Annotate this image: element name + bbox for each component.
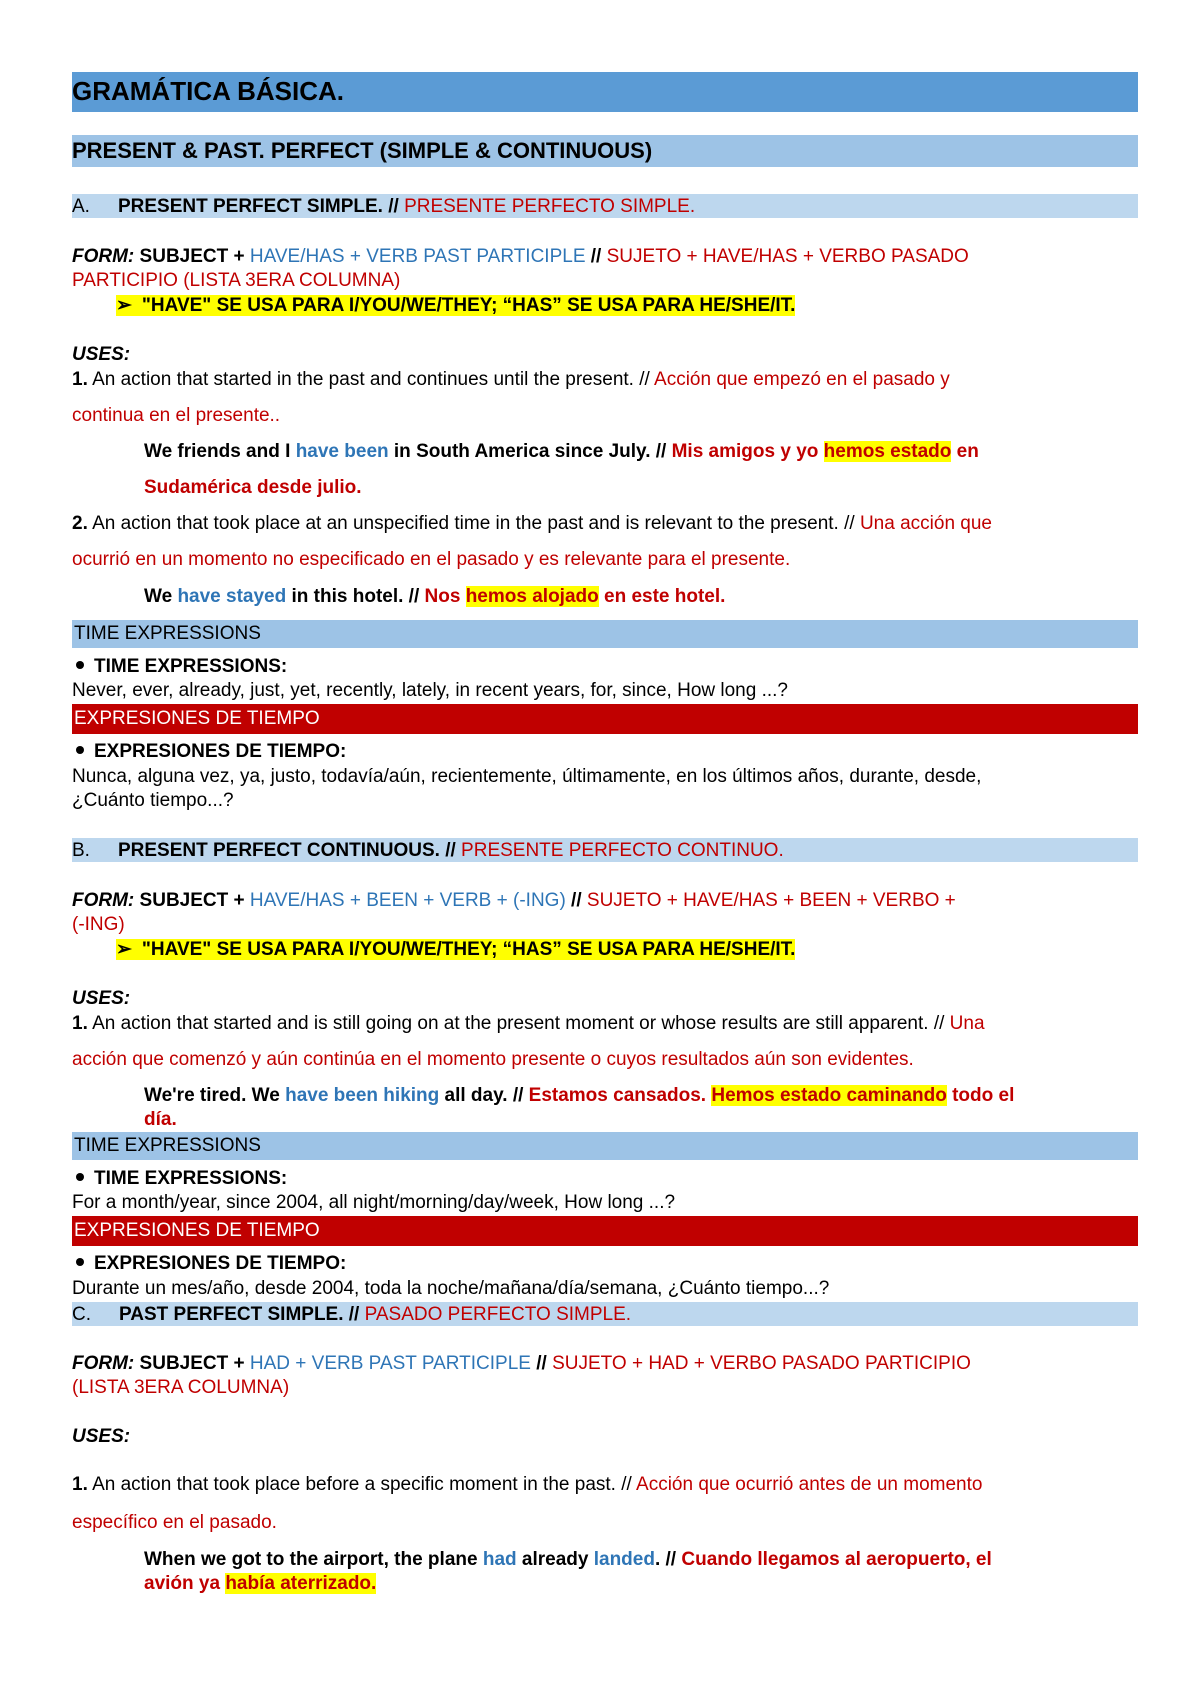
form-en-2: HAVE/HAS + VERB PAST PARTICIPLE <box>249 246 586 267</box>
section-a-use-2-line2: ocurrió en un momento no especificado en el pasado y es relevante para el presente. <box>72 549 791 570</box>
ex-part: We're tired. We <box>144 1085 286 1106</box>
bullet-icon <box>76 1173 84 1181</box>
section-b-use-1-line2: acción que comenzó y aún continúa en el momento presente o cuyos resultados aún son evidentes. <box>72 1049 914 1070</box>
section-a-heading <box>72 196 695 218</box>
ex-es-highlight: había aterrizado. <box>225 1573 377 1594</box>
form-label: FORM: <box>72 890 135 911</box>
bullet-icon <box>76 661 84 669</box>
section-a-example-2 <box>144 586 725 608</box>
form-en-1: SUBJECT + <box>134 1353 250 1374</box>
section-a-exp-head <box>72 741 346 763</box>
arrow-icon: ➢ <box>116 295 132 316</box>
form-label: FORM: <box>72 246 135 267</box>
section-a-title-es: PRESENTE PERFECTO SIMPLE. <box>404 196 696 217</box>
section-c-example-1 <box>144 1549 992 1571</box>
use-es: Una <box>949 1013 985 1034</box>
section-b-use-1 <box>72 1013 985 1035</box>
ex-part: When we got to the airport, the plane <box>144 1549 483 1570</box>
form-es-1: SUJETO + HAD + VERBO PASADO PARTICIPIO <box>552 1353 971 1374</box>
section-a-uses-label: USES: <box>72 344 131 365</box>
section-a-exp-list-line2: ¿Cuánto tiempo...? <box>72 790 234 811</box>
ex-part: We friends and I <box>144 441 296 462</box>
section-b-heading <box>72 840 784 862</box>
note-text: "HAVE" SE USA PARA I/YOU/WE/THEY; “HAS” SE USA PARA HE/SHE/IT. <box>141 939 796 960</box>
section-b-time-head <box>72 1168 287 1190</box>
section-a-time-bar-label: TIME EXPRESSIONS <box>74 623 261 644</box>
section-a-example-1-line2: Sudamérica desde julio. <box>144 477 362 498</box>
page-title: GRAMÁTICA BÁSICA. <box>72 76 345 106</box>
section-c-use-1-line2: específico en el pasado. <box>72 1512 277 1533</box>
section-b-exp-list: Durante un mes/año, desde 2004, toda la noche/mañana/día/semana, ¿Cuánto tiempo...? <box>72 1278 830 1299</box>
section-a-exp-bar-label: EXPRESIONES DE TIEMPO <box>74 708 320 729</box>
ex-verb: landed <box>593 1549 655 1570</box>
ex-es: Mis amigos y yo <box>671 441 824 462</box>
section-b-letter: B. <box>72 840 90 861</box>
ex-es: Nos <box>424 586 466 607</box>
use-en: An action that took place before a specific moment in the past. // <box>87 1474 637 1495</box>
section-c-letter: C. <box>72 1304 91 1325</box>
ex-part: in South America since July. // <box>388 441 672 462</box>
section-c-title-en: PAST PERFECT SIMPLE. // <box>119 1304 365 1325</box>
ex-part: already <box>516 1549 594 1570</box>
section-c-title-es: PASADO PERFECTO SIMPLE. <box>364 1304 632 1325</box>
exp-head-text: EXPRESIONES DE TIEMPO: <box>94 1253 347 1274</box>
section-b-time-bar-label: TIME EXPRESSIONS <box>74 1135 261 1156</box>
ex-verb: have been <box>295 441 389 462</box>
use-number: 1. <box>72 1474 88 1495</box>
ex-es: Estamos cansados. <box>528 1085 712 1106</box>
bullet-icon <box>76 746 84 754</box>
bullet-icon <box>76 1258 84 1266</box>
section-b-example-1-line2: día. <box>144 1109 177 1130</box>
note-text: "HAVE" SE USA PARA I/YOU/WE/THEY; “HAS” SE USA PARA HE/SHE/IT. <box>141 295 796 316</box>
form-en-1: SUBJECT + <box>134 246 250 267</box>
form-label: FORM: <box>72 1353 135 1374</box>
section-a-example-1 <box>144 441 979 463</box>
page-subtitle: PRESENT & PAST. PERFECT (SIMPLE & CONTINUOUS) <box>72 138 653 163</box>
use-number: 1. <box>72 369 88 390</box>
ex-verb: have been hiking <box>285 1085 440 1106</box>
ex-es: Cuando llegamos al aeropuerto, el <box>681 1549 992 1570</box>
arrow-icon: ➢ <box>116 939 132 960</box>
section-c-example-1-line2 <box>144 1573 376 1595</box>
use-en: An action that took place at an unspecified time in the past and is relevant to the present. // <box>87 513 860 534</box>
ex-part: in this hotel. // <box>286 586 425 607</box>
ex-part: all day. // <box>439 1085 529 1106</box>
ex-part: We <box>144 586 178 607</box>
section-a-use-2 <box>72 513 992 535</box>
section-a-time-list: Never, ever, already, just, yet, recently, lately, in recent years, for, since, How long ...? <box>72 680 788 701</box>
section-b-form <box>72 890 956 912</box>
ex-es: todo el <box>946 1085 1015 1106</box>
ex-es: en este hotel. <box>598 586 726 607</box>
form-es-1: SUJETO + HAVE/HAS + BEEN + VERBO + <box>586 890 956 911</box>
form-en-2: HAVE/HAS + BEEN + VERB + (-ING) <box>249 890 566 911</box>
form-separator: // <box>585 246 607 267</box>
section-c-form <box>72 1353 971 1375</box>
use-number: 1. <box>72 1013 88 1034</box>
ex-es-highlight: hemos alojado <box>465 586 599 607</box>
form-separator: // <box>565 890 587 911</box>
ex-es-highlight: Hemos estado caminando <box>711 1085 947 1106</box>
ex-verb: have stayed <box>177 586 287 607</box>
section-a-time-head <box>72 656 287 678</box>
section-a-title-en: PRESENT PERFECT SIMPLE. // <box>117 196 405 217</box>
ex-es-highlight: hemos estado <box>823 441 952 462</box>
use-es: Una acción que <box>859 513 992 534</box>
section-a-exp-list: Nunca, alguna vez, ya, justo, todavía/aún, recientemente, últimamente, en los últimos años, durante, desde, <box>72 766 982 787</box>
ex-verb: had <box>482 1549 517 1570</box>
section-a-note <box>116 294 795 317</box>
section-a-use-1-line2: continua en el presente.. <box>72 405 281 426</box>
section-c-use-1 <box>72 1474 982 1496</box>
section-a-form <box>72 246 969 268</box>
form-en-2: HAD + VERB PAST PARTICIPLE <box>249 1353 531 1374</box>
exp-head-text: EXPRESIONES DE TIEMPO: <box>94 741 347 762</box>
time-head-text: TIME EXPRESSIONS: <box>94 1168 288 1189</box>
section-b-uses-label: USES: <box>72 988 131 1009</box>
section-b-title-en: PRESENT PERFECT CONTINUOUS. // <box>117 840 462 861</box>
use-number: 2. <box>72 513 88 534</box>
section-c-form-line2: (LISTA 3ERA COLUMNA) <box>72 1377 290 1398</box>
use-es: Acción que empezó en el pasado y <box>654 369 950 390</box>
section-c-uses-label: USES: <box>72 1426 131 1447</box>
section-b-example-1 <box>144 1085 1014 1107</box>
form-es-1: SUJETO + HAVE/HAS + VERBO PASADO <box>606 246 969 267</box>
use-en: An action that started and is still going on at the present moment or whose results are still apparent. // <box>87 1013 950 1034</box>
section-b-title-es: PRESENTE PERFECTO CONTINUO. <box>461 840 784 861</box>
section-a-form-line2: PARTICIPIO (LISTA 3ERA COLUMNA) <box>72 270 401 291</box>
section-a-use-1 <box>72 369 950 391</box>
section-b-note <box>116 938 795 961</box>
section-b-exp-head <box>72 1253 346 1275</box>
section-b-form-line2: (-ING) <box>72 914 125 935</box>
time-head-text: TIME EXPRESSIONS: <box>94 656 288 677</box>
section-b-exp-bar-label: EXPRESIONES DE TIEMPO <box>74 1220 320 1241</box>
ex-part: . // <box>654 1549 682 1570</box>
use-en: An action that started in the past and continues until the present. // <box>87 369 655 390</box>
ex-es: avión ya <box>144 1573 226 1594</box>
use-es: Acción que ocurrió antes de un momento <box>636 1474 983 1495</box>
form-en-1: SUBJECT + <box>134 890 250 911</box>
form-separator: // <box>530 1353 553 1374</box>
section-c-heading <box>72 1304 631 1326</box>
section-a-letter: A. <box>72 196 90 217</box>
ex-es: en <box>951 441 979 462</box>
section-b-time-list: For a month/year, since 2004, all night/morning/day/week, How long ...? <box>72 1192 676 1213</box>
